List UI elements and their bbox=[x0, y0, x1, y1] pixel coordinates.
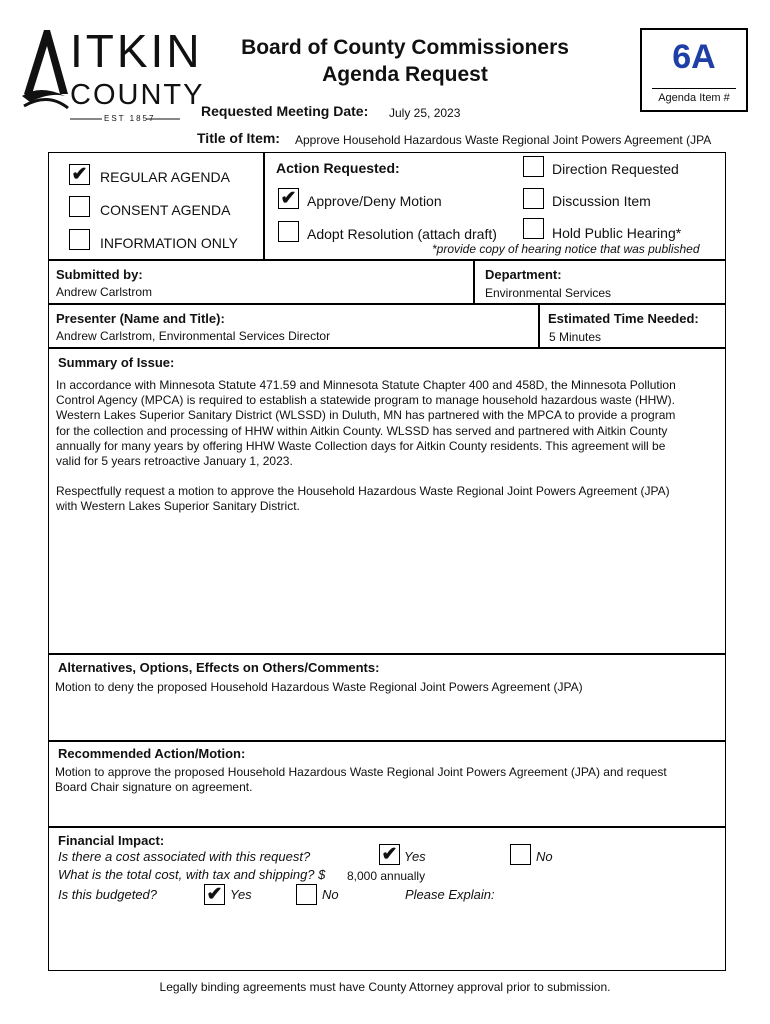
adopt-resolution-checkbox[interactable] bbox=[278, 221, 299, 242]
divider-presenter-time bbox=[538, 304, 540, 347]
time-needed-value[interactable]: 5 Minutes bbox=[549, 330, 602, 344]
summary-line: for the collection and processing of HHW within Aitkin County. WLSSD has served and partnered with Aitkin County bbox=[56, 423, 668, 438]
recommended-line: Board Chair signature on agreement. bbox=[55, 780, 253, 795]
divider-row-3 bbox=[48, 347, 726, 349]
cost-yes-label: Yes bbox=[404, 849, 426, 864]
agenda-item-label: Agenda Item # bbox=[658, 92, 730, 104]
total-cost-value[interactable]: 8,000 annually bbox=[347, 869, 426, 883]
logo-text-aitkin: ITKIN bbox=[70, 25, 203, 77]
information-only-checkbox[interactable] bbox=[69, 229, 90, 250]
adopt-resolution-label: Adopt Resolution (attach draft) bbox=[307, 226, 497, 242]
cost-no-checkbox[interactable] bbox=[510, 844, 531, 865]
budgeted-no-checkbox[interactable] bbox=[296, 884, 317, 905]
logo-est: EST 1857 bbox=[104, 114, 156, 123]
submitted-by-value[interactable]: Andrew Carlstrom bbox=[56, 285, 153, 299]
total-cost-question: What is the total cost, with tax and shipping? $ bbox=[58, 867, 326, 882]
budgeted-no-label: No bbox=[322, 887, 339, 902]
divider-agenda-action bbox=[263, 153, 265, 259]
action-requested-label: Action Requested: bbox=[276, 160, 400, 176]
recommended-line: Motion to approve the proposed Household Hazardous Waste Regional Joint Powers Agreement (JPA) and request bbox=[55, 765, 667, 779]
meeting-date-label: Requested Meeting Date: bbox=[201, 103, 369, 119]
agenda-item-box bbox=[640, 28, 748, 112]
agenda-item-number: 6A bbox=[672, 38, 716, 76]
summary-label: Summary of Issue: bbox=[58, 355, 175, 370]
budgeted-yes-checkbox[interactable]: ✔ bbox=[204, 884, 225, 905]
discussion-item-label: Discussion Item bbox=[552, 193, 651, 209]
hold-public-hearing-checkbox[interactable] bbox=[523, 218, 544, 239]
approve-deny-checkbox[interactable]: ✔ bbox=[278, 188, 299, 209]
title-line-2: Agenda Request bbox=[322, 63, 488, 86]
direction-requested-label: Direction Requested bbox=[552, 161, 679, 177]
footer-note: Legally binding agreements must have County Attorney approval prior to submission. bbox=[159, 980, 611, 994]
budgeted-yes-label: Yes bbox=[230, 887, 252, 902]
department-value[interactable]: Environmental Services bbox=[485, 286, 612, 300]
title-line-1: Board of County Commissioners bbox=[241, 36, 569, 59]
divider-row-4 bbox=[48, 653, 726, 655]
summary-line: Control Agency (MPCA) is required to establish a statewide program to manage household hazardous waste (HHW). bbox=[56, 393, 675, 408]
summary-line: valid for 5 years retroactive January 1, 2023. bbox=[56, 454, 293, 469]
budgeted-question: Is this budgeted? bbox=[58, 887, 158, 902]
recommended-value[interactable] bbox=[55, 765, 723, 795]
divider-row-6 bbox=[48, 826, 726, 828]
cost-question: Is there a cost associated with this request? bbox=[58, 849, 311, 864]
direction-requested-checkbox[interactable] bbox=[523, 156, 544, 177]
submitted-by-label: Submitted by: bbox=[56, 267, 143, 282]
department-label: Department: bbox=[485, 267, 562, 282]
please-explain-label: Please Explain: bbox=[405, 887, 495, 902]
regular-agenda-label: REGULAR AGENDA bbox=[100, 169, 230, 185]
alternatives-label: Alternatives, Options, Effects on Others/Comments: bbox=[58, 660, 380, 675]
summary-request-line: with Western Lakes Superior Sanitary District. bbox=[56, 499, 300, 514]
logo-text-county: COUNTY bbox=[70, 79, 205, 111]
time-needed-label: Estimated Time Needed: bbox=[548, 311, 699, 326]
divider-row-2 bbox=[48, 303, 726, 305]
cost-yes-checkbox[interactable]: ✔ bbox=[379, 844, 400, 865]
meeting-date-value[interactable]: July 25, 2023 bbox=[389, 106, 461, 120]
cost-no-label: No bbox=[536, 849, 553, 864]
information-only-label: INFORMATION ONLY bbox=[100, 235, 238, 251]
discussion-item-checkbox[interactable] bbox=[523, 188, 544, 209]
agenda-item-underline bbox=[652, 88, 736, 89]
divider-row-5 bbox=[48, 740, 726, 742]
recommended-label: Recommended Action/Motion: bbox=[58, 746, 246, 761]
summary-line: annually for many years by offering HHW Waste Collection days for Aitkin County residents. This agreement will be bbox=[56, 438, 666, 453]
summary-line: Western Lakes Superior Sanitary District (WLSSD) in Duluth, MN has partnered with the MPCA to provide a program bbox=[56, 408, 676, 423]
approve-deny-label: Approve/Deny Motion bbox=[307, 193, 442, 209]
regular-agenda-checkbox[interactable]: ✔ bbox=[69, 164, 90, 185]
summary-line: In accordance with Minnesota Statute 471.59 and Minnesota Statute Chapter 400 and 458D, the Minnesota Pollution bbox=[56, 378, 676, 392]
summary-text[interactable] bbox=[56, 378, 721, 515]
alternatives-value[interactable]: Motion to deny the proposed Household Hazardous Waste Regional Joint Powers Agreement (JPA) bbox=[55, 680, 583, 694]
presenter-value[interactable]: Andrew Carlstrom, Environmental Services Director bbox=[56, 329, 331, 343]
title-of-item-label: Title of Item: bbox=[197, 130, 280, 146]
financial-impact-label: Financial Impact: bbox=[58, 833, 165, 848]
hold-public-hearing-label: Hold Public Hearing* bbox=[552, 225, 682, 241]
divider-row-1 bbox=[48, 259, 726, 261]
hearing-note: *provide copy of hearing notice that was published bbox=[432, 242, 700, 256]
consent-agenda-label: CONSENT AGENDA bbox=[100, 202, 231, 218]
summary-request-line: Respectfully request a motion to approve the Household Hazardous Waste Regional Joint Powers Agreement (JPA) bbox=[56, 484, 670, 499]
consent-agenda-checkbox[interactable] bbox=[69, 196, 90, 217]
divider-submitted-dept bbox=[473, 260, 475, 303]
county-logo bbox=[20, 25, 205, 128]
presenter-label: Presenter (Name and Title): bbox=[56, 311, 225, 326]
title-of-item-value[interactable]: Approve Household Hazardous Waste Regional Joint Powers Agreement (JPA bbox=[295, 133, 712, 147]
